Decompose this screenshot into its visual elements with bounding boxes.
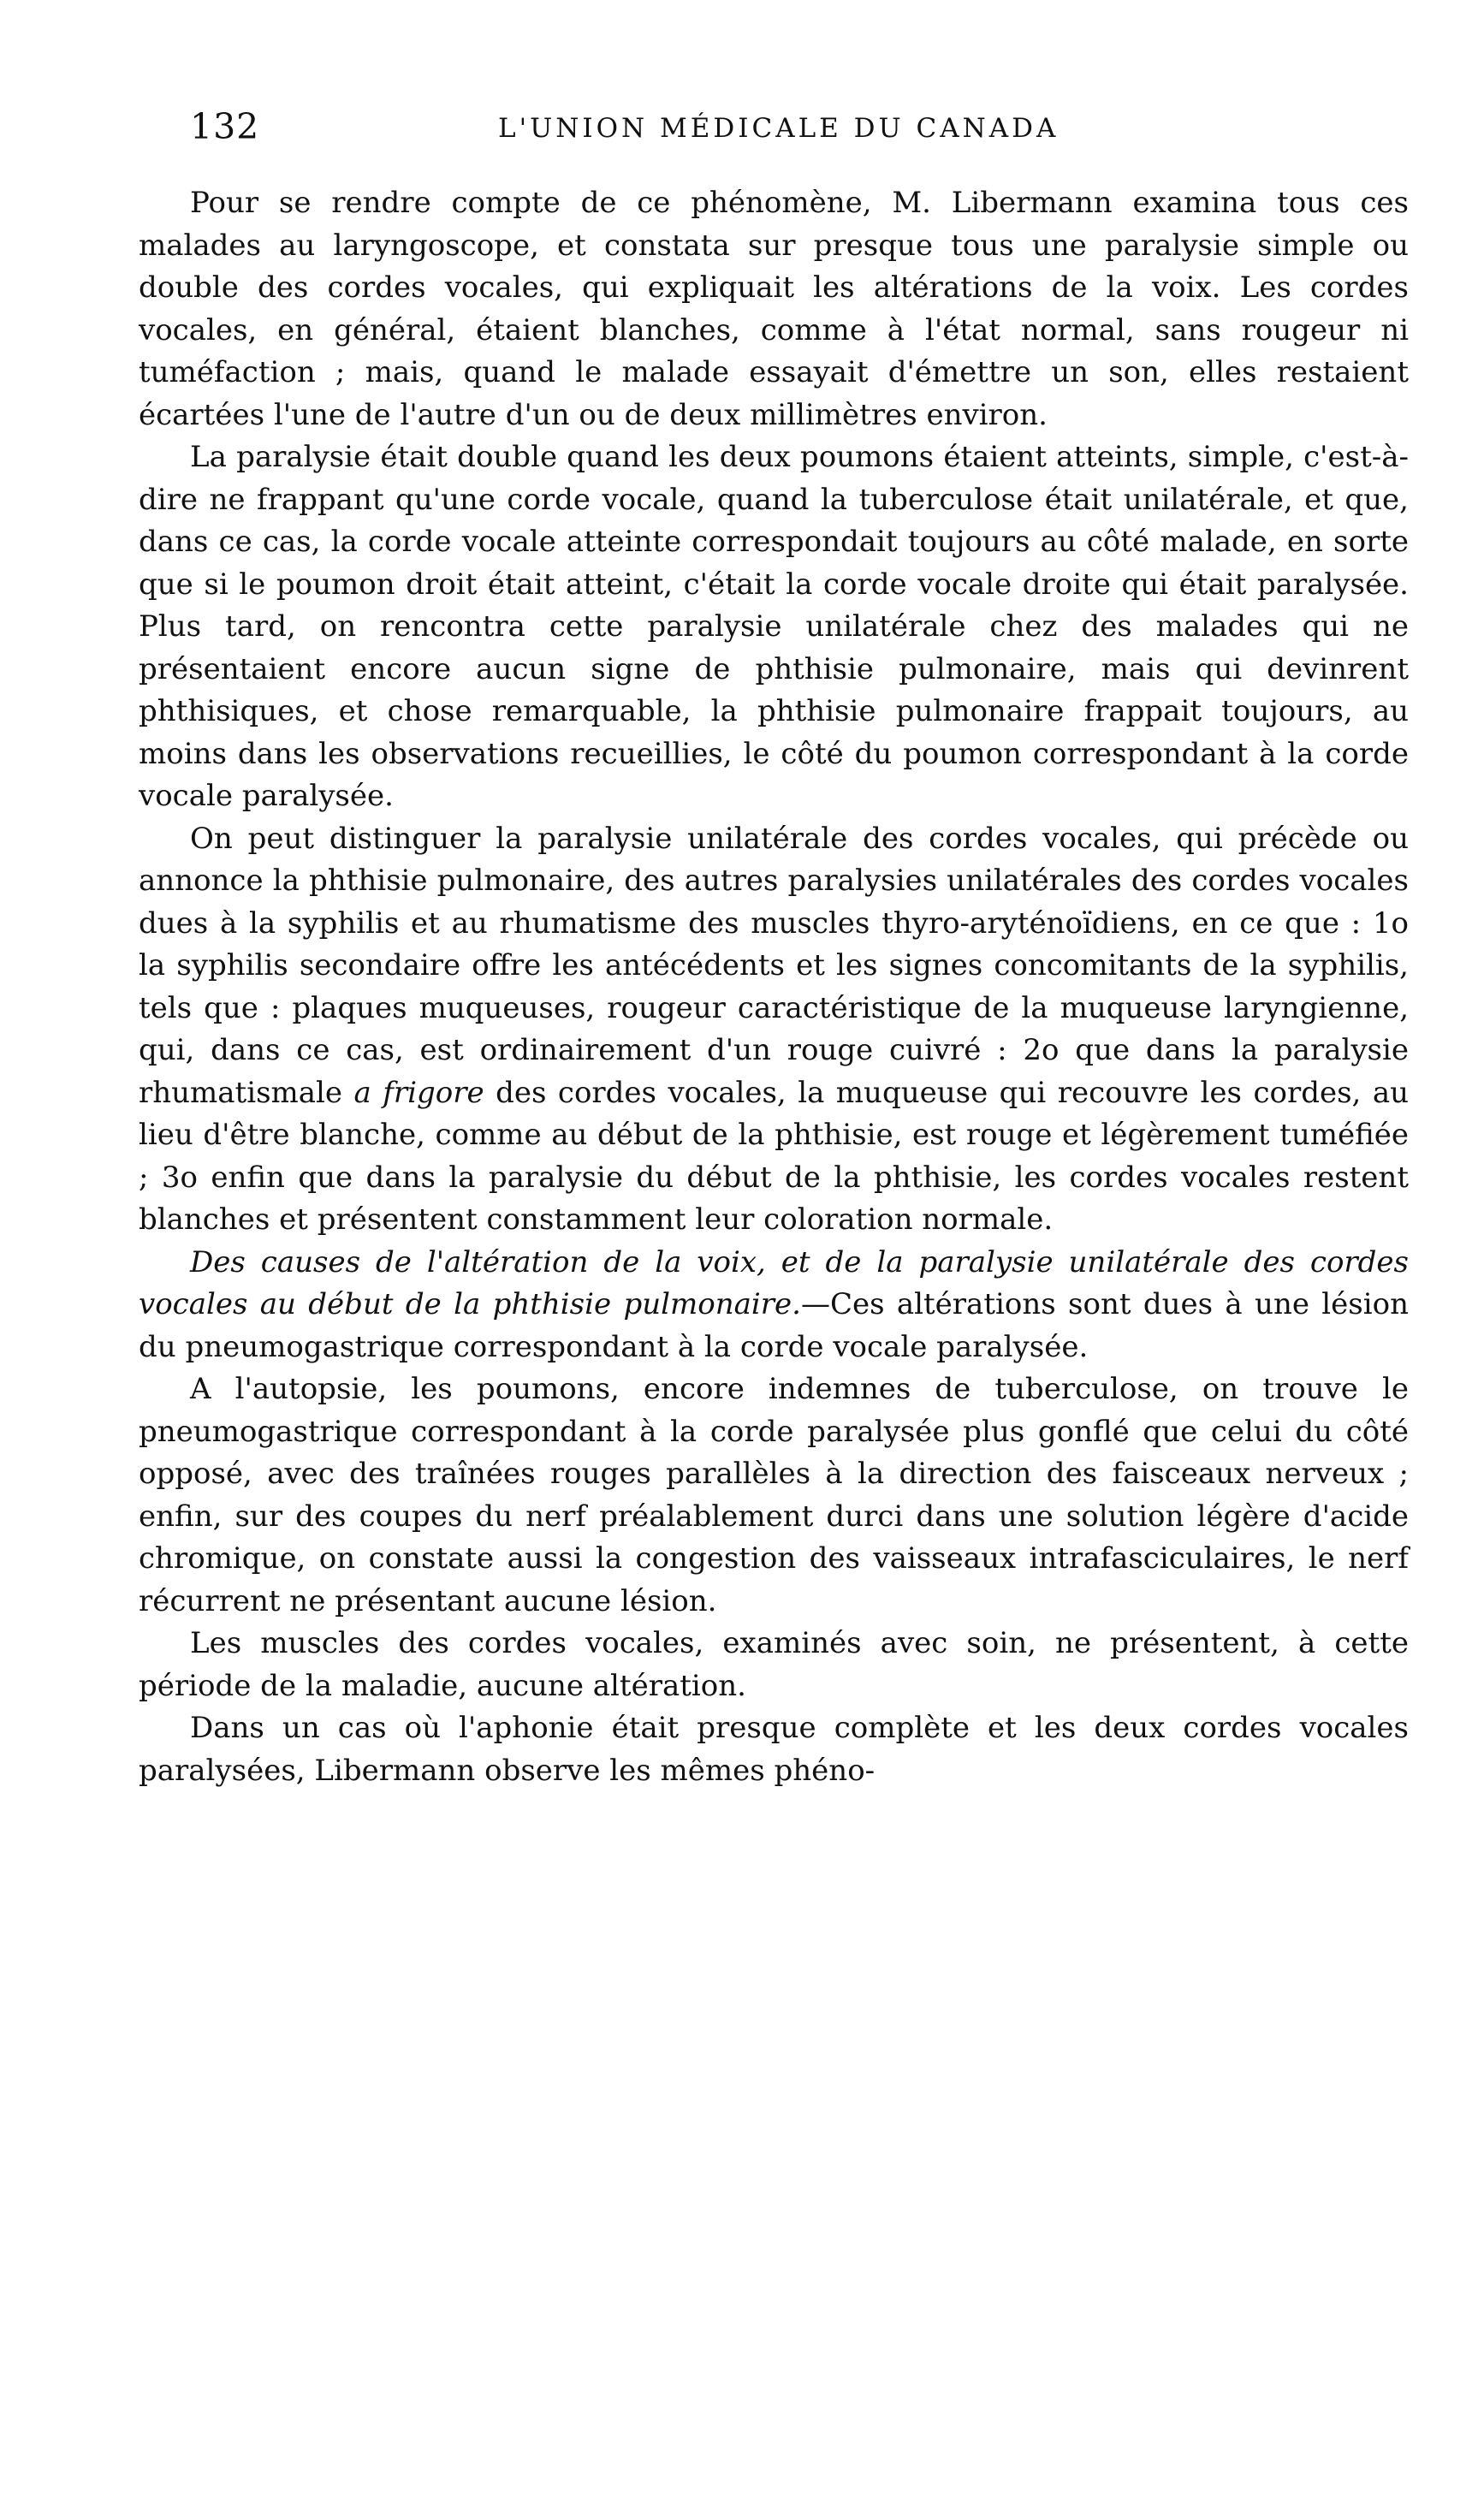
paragraph-causes-text: —Ces altérations sont dues à une lésion du pneumogastrique correspondant à la corde vocale paralysée. [139,1287,1409,1364]
paragraph-distinguer-part-1: On peut distinguer la paralysie unilatérale des cordes vocales, qui précède ou annonce la phthisie pulmonaire, des autres paralysies unilatérales des cordes vocales dues à la syphilis et au rhumatisme des muscles thyro-aryténoïdiens, en ce que : 1o la syphilis secondaire offre les antécédents et les signes concomitants de la syphilis, tels que : plaques muqueuses, rougeur caractéristique de la muqueuse laryngienne, qui, dans ce cas, est ordinairement d'un rouge cuivré : 2o que dans la paralysie rhumatismale [139,821,1409,1110]
section-heading-causes: Des causes de l'altération de la voix, et de la paralysie unilatérale des cordes vocales au début de la phthisie pulmonaire. [139,1244,1409,1321]
article-body [139,182,1409,1792]
italic-a-frigore: a frigore [353,1075,484,1110]
paragraph-distinguer-part-2: des cordes vocales, la muqueuse qui recouvre les cordes, au lieu d'être blanche, comme au début de la phthisie, est rouge et légèrement tuméfiée ; 3o enfin que dans la paralysie du début de la phthisie, les cordes vocales restent blanches et présentent constamment leur coloration normale. [139,1075,1410,1237]
page-number: 132 [190,106,260,147]
paragraph-distinguer [139,818,1409,1242]
paragraph-autopsie: A l'autopsie, les poumons, encore indemnes de tuberculose, on trouve le pneumogastrique correspondant à la corde paralysée plus gonflé que celui du côté opposé, avec des traînées rouges parallèles à la direction des faisceaux nerveux ; enfin, sur des coupes du nerf préalablement durci dans une solution légère d'acide chromique, on constate aussi la congestion des vaisseaux intrafasciculaires, le nerf récurrent ne présentant aucune lésion. [139,1372,1409,1618]
paragraph-causes [139,1242,1409,1369]
paragraph-aphonie: Dans un cas où l'aphonie était presque complète et les deux cordes vocales paralysées, Libermann observe les mêmes phéno- [139,1711,1409,1788]
paragraph-laryngoscope: Pour se rendre compte de ce phénomène, M. Libermann examina tous ces malades au laryngoscope, et constata sur presque tous une paralysie simple ou double des cordes vocales, qui expliquait les altérations de la voix. Les cordes vocales, en général, étaient blanches, comme à l'état normal, sans rougeur ni tuméfaction ; mais, quand le malade essayait d'émettre un son, elles restaient écartées l'une de l'autre d'un ou de deux millimètres environ. [139,186,1409,432]
running-head [190,101,1397,161]
journal-title: L'UNION MÉDICALE DU CANADA [498,113,1060,144]
paragraph-paralysie-double: La paralysie était double quand les deux poumons étaient atteints, simple, c'est-à-dire ne frappant qu'une corde vocale, quand la tuberculose était unilatérale, et que, dans ce cas, la corde vocale atteinte correspondait toujours au côté malade, en sorte que si le poumon droit était atteint, c'était la corde vocale droite qui était paralysée. Plus tard, on rencontra cette paralysie unilatérale chez des malades qui ne présentaient encore aucun signe de phthisie pulmonaire, mais qui devinrent phthisiques, et chose remarquable, la phthisie pulmonaire frappait toujours, au moins dans les observations recueillies, le côté du poumon correspondant à la corde vocale paralysée. [139,440,1409,813]
paragraph-muscles: Les muscles des cordes vocales, examinés avec soin, ne présentent, à cette période de la maladie, aucune altération. [139,1626,1409,1703]
